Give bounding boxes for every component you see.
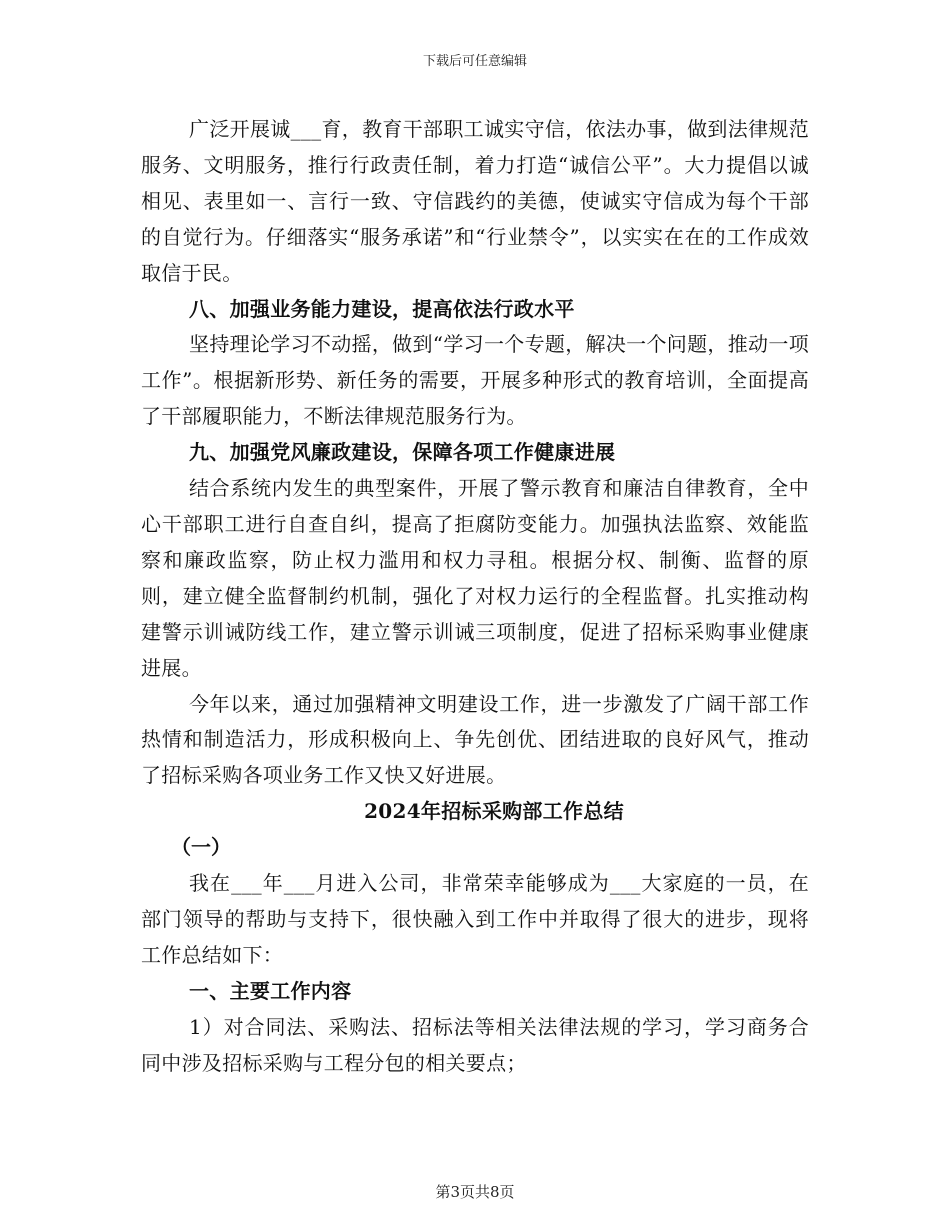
paragraph-introduction: 我在___年___月进入公司，非常荣幸能够成为___大家庭的一员，在部门领导的帮助与支持下，很快融入到工作中并取得了很大的进步，现将工作总结如下： [141,871,809,967]
heading-main-work: 一、主要工作内容 [189,978,352,1003]
document-title: 2024年招标采购部工作总结 [364,799,624,824]
heading-section-9: 九、加强党风廉政建设，保障各项工作健康进展 [189,440,616,465]
document-body [141,112,809,1081]
paragraph-work-item-1: 1）对合同法、采购法、招标法等相关法律法规的学习，学习商务合同中涉及招标采购与工程分包的相关要点； [141,1014,809,1075]
page-footer: 第3页共8页 [435,1183,515,1201]
section-marker: （一） [171,835,231,860]
paragraph-integrity-education: 广泛开展诚___育，教育干部职工诚实守信，依法办事，做到法律规范服务、文明服务，推行行政责任制，着力打造“诚信公平”。大力提倡以诚相见、表里如一、言行一致、守信践约的美德，使诚实守信成为每个干部的自觉行为。仔细落实“服务承诺”和“行业禁令”，以实实在在的工作成效取信于民。 [141,117,809,285]
heading-section-8: 八、加强业务能力建设，提高依法行政水平 [189,296,575,321]
page-header: 下载后可任意编辑 [422,54,527,69]
paragraph-summary: 今年以来，通过加强精神文明建设工作，进一步激发了广阔干部工作热情和制造活力，形成积极向上、争先创优、团结进取的良好风气，推动了招标采购各项业务工作又快又好进展。 [141,691,809,788]
paragraph-anti-corruption: 结合系统内发生的典型案件，开展了警示教育和廉洁自律教育，全中心干部职工进行自查自纠，提高了拒腐防变能力。加强执法监察、效能监察和廉政监察，防止权力滥用和权力寻租。根据分权、制衡、监督的原则，建立健全监督制约机制，强化了对权力运行的全程监督。扎实推动构建警示训诫防线工作，建立警示训诫三项制度，促进了招标采购事业健康进展。 [141,476,809,680]
paragraph-theory-study: 坚持理论学习不动摇，做到“学习一个专题，解决一个问题，推动一项工作”。根据新形势、新任务的需要，开展多种形式的教育培训，全面提高了干部履职能力，不断法律规范服务行为。 [141,332,809,429]
